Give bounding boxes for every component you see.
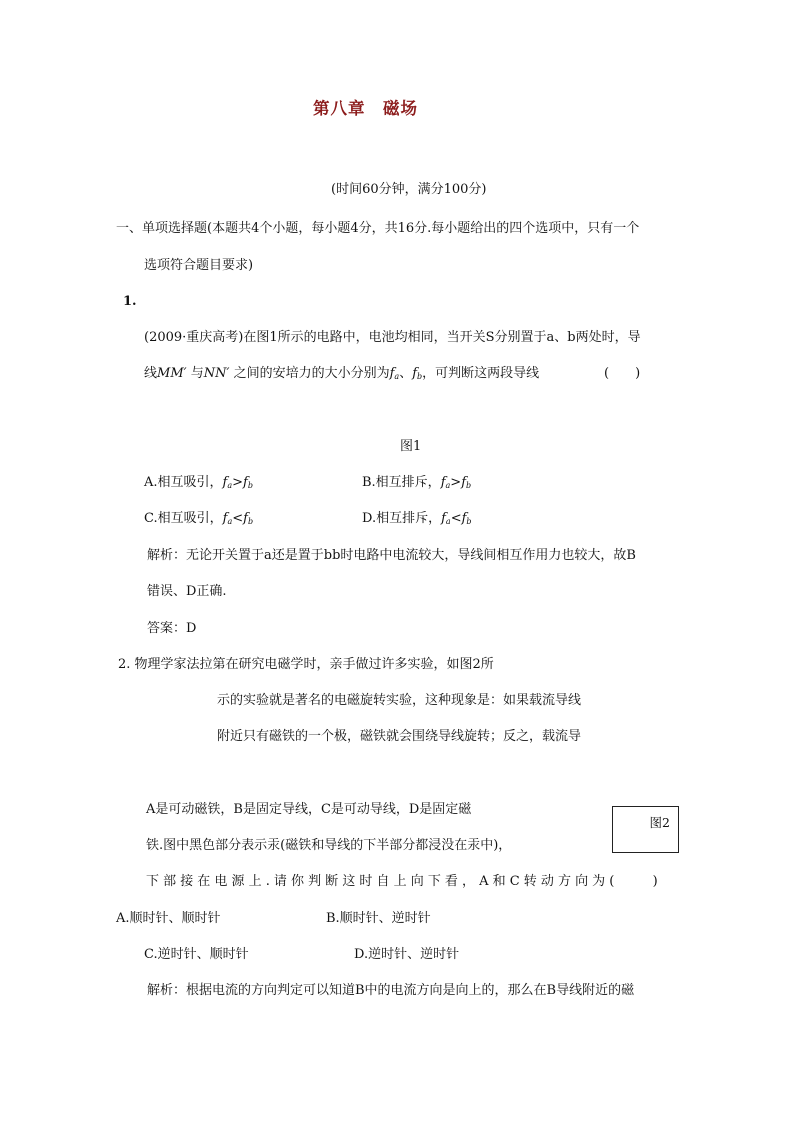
force-fa: $f_a$	[389, 366, 400, 381]
q1-text-prefix: 线	[144, 366, 158, 381]
exam-time-info: (时间60分钟，满分100分)	[331, 182, 487, 197]
q2-text-line6: 下部接在电源上.请你判断这时自上向下看，A和C转动方向为( )	[146, 874, 662, 889]
q2-option-a: A.顺时针、顺时针	[116, 911, 221, 926]
q2-option-c: C.逆时针、顺时针	[144, 947, 249, 962]
figure-2-caption: 图2	[649, 815, 670, 830]
force-fb: $f_b$	[412, 366, 423, 381]
figure-1-caption: 图1	[400, 439, 422, 454]
q1-separator: 、	[399, 366, 413, 381]
q1-analysis-line2: 错误、D正确.	[147, 584, 227, 599]
q1-option-a: A.相互吸引，$f_a>f_b$	[144, 475, 253, 490]
q2-text-line2: 示的实验就是著名的电磁旋转实验，这种现象是：如果载流导线	[217, 693, 582, 708]
section-heading-line2: 选项符合题目要求)	[144, 258, 254, 273]
page-title: 第八章 磁场	[313, 99, 418, 118]
q2-text-line5: 铁.图中黑色部分表示汞(磁铁和导线的下半部分都浸没在汞中)，	[146, 838, 512, 853]
q1-option-d: D.相互排斥，$f_a<f_b$	[362, 511, 472, 526]
wire-nn-label: NN′	[203, 366, 230, 381]
q2-option-d: D.逆时针、逆时针	[354, 947, 460, 962]
q1-option-b: B.相互排斥，$f_a>f_b$	[362, 475, 472, 490]
q2-option-b: B.顺时针、逆时针	[326, 911, 431, 926]
q2-text-line3: 附近只有磁铁的一个极，磁铁就会围绕导线旋转；反之，载流导	[217, 729, 582, 744]
q1-text-end: ，可判断这两段导线	[422, 366, 540, 381]
q2-text-line1: 2. 物理学家法拉第在研究电磁学时，亲手做过许多实验，如图2所	[118, 657, 494, 672]
wire-mm-label: MM′	[157, 366, 187, 381]
q1-answer: 答案：D	[147, 621, 197, 636]
q2-text-line4: A是可动磁铁，B是固定导线，C是可动导线，D是固定磁	[146, 802, 472, 817]
q1-analysis-line1: 解析：无论开关置于a还是置于bb时电路中电流较大，导线间相互作用力也较大，故B	[147, 548, 636, 563]
question-1-text-line1: (2009·重庆高考)在图1所示的电路中，电池均相同，当开关S分别置于a、b两处时，导	[144, 330, 641, 345]
q1-text-force: 之间的安培力的大小分别为	[233, 366, 390, 381]
q2-analysis: 解析：根据电流的方向判定可以知道B中的电流方向是向上的，那么在B导线附近的磁	[147, 983, 635, 998]
section-heading-line1: 一、单项选择题(本题共4个小题，每小题4分，共16分.每小题给出的四个选项中，只有一个	[116, 221, 640, 236]
figure-2-box	[612, 806, 679, 853]
question-1-number: 1.	[123, 294, 137, 309]
q1-option-c: C.相互吸引，$f_a<f_b$	[144, 511, 254, 526]
q1-text-and: 与	[190, 366, 204, 381]
answer-blank: ( )	[604, 366, 641, 381]
question-1-text-line2	[144, 366, 539, 382]
